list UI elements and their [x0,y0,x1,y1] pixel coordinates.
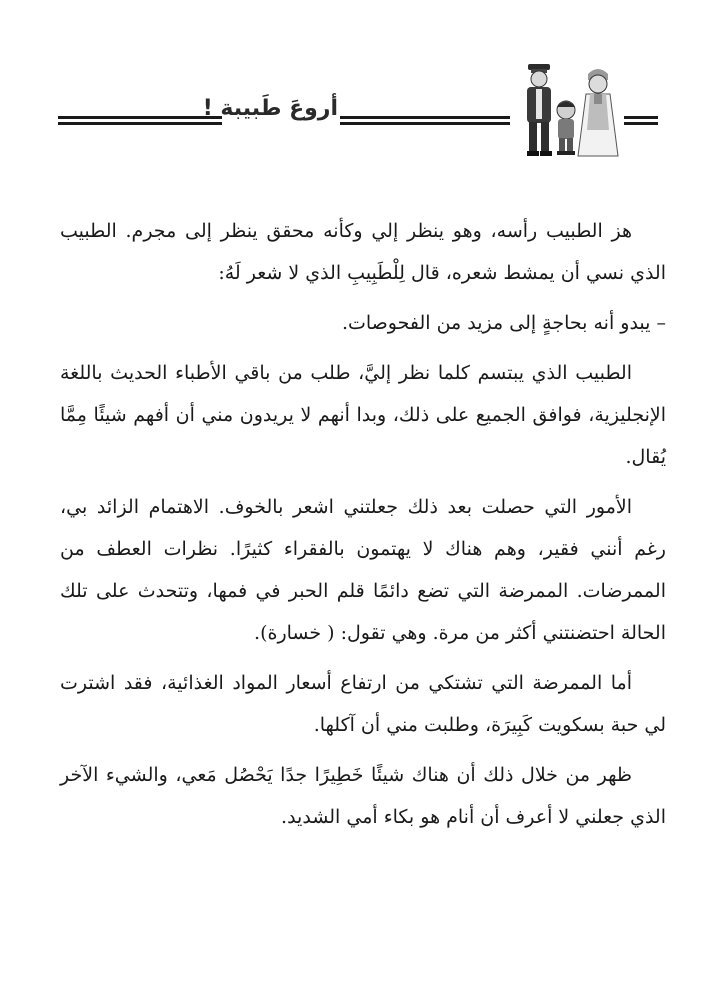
paragraph-5: أما الممرضة التي تشتكي من ارتفاع أسعار المواد الغذائية، فقد اشترت لي حبة بسكويت كَبِيرَة، وطلبت مني أن آكلها. [60,672,666,736]
paragraph-2-dialog: – يبدو أنه بحاجةٍ إلى مزيد من الفحوصات. [341,312,666,334]
paragraph-1: هز الطبيب رأسه، وهو ينظر إلي وكأنه محقق ينظر إلى مجرم. الطبيب الذي نسي أن يمشط شعره، قال لِلْطَبِيبِ الذي لا شعر لَهُ: [60,220,666,284]
decorative-double-line-right [624,116,658,125]
paragraph-6: ظهر من خلال ذلك أن هناك شيئًا خَطِيرًا جدًا يَحْصُل مَعي، والشيء الآخر الذي جعلني لا أعرف أن أنام هو بكاء أمي الشديد. [60,764,666,828]
decorative-double-line-left [58,116,222,125]
policeman-figure [527,64,552,156]
nurse-figure [578,69,618,156]
child-figure [557,101,575,155]
page-title: أروعَ طَبيبة ! [202,96,338,121]
characters-illustration [514,60,622,160]
story-text [60,210,666,846]
paragraph-4: الأمور التي حصلت بعد ذلك جعلتني اشعر بالخوف. الاهتمام الزائد بي، رغم أنني فقير، وهم هناك لا يهتمون بالفقراء كثيرًا. نظرات العطف من الممرضات. الممرضة التي تضع دائمًا قلم الحبر في فمها، وتتحدث على تلك الحالة احتضنتني أكثر من مرة. وهي تقول: ( خسارة). [60,496,666,644]
paragraph-3: الطبيب الذي يبتسم كلما نظر إليَّ، طلب من باقي الأطباء الحديث باللغة الإنجليزية، فوافق الجميع على ذلك، وبدا أنهم لا يريدون مني أن أفهم شيئًا مِمَّا يُقال. [60,362,666,468]
decorative-double-line-middle [340,116,510,125]
page-header [0,60,720,170]
